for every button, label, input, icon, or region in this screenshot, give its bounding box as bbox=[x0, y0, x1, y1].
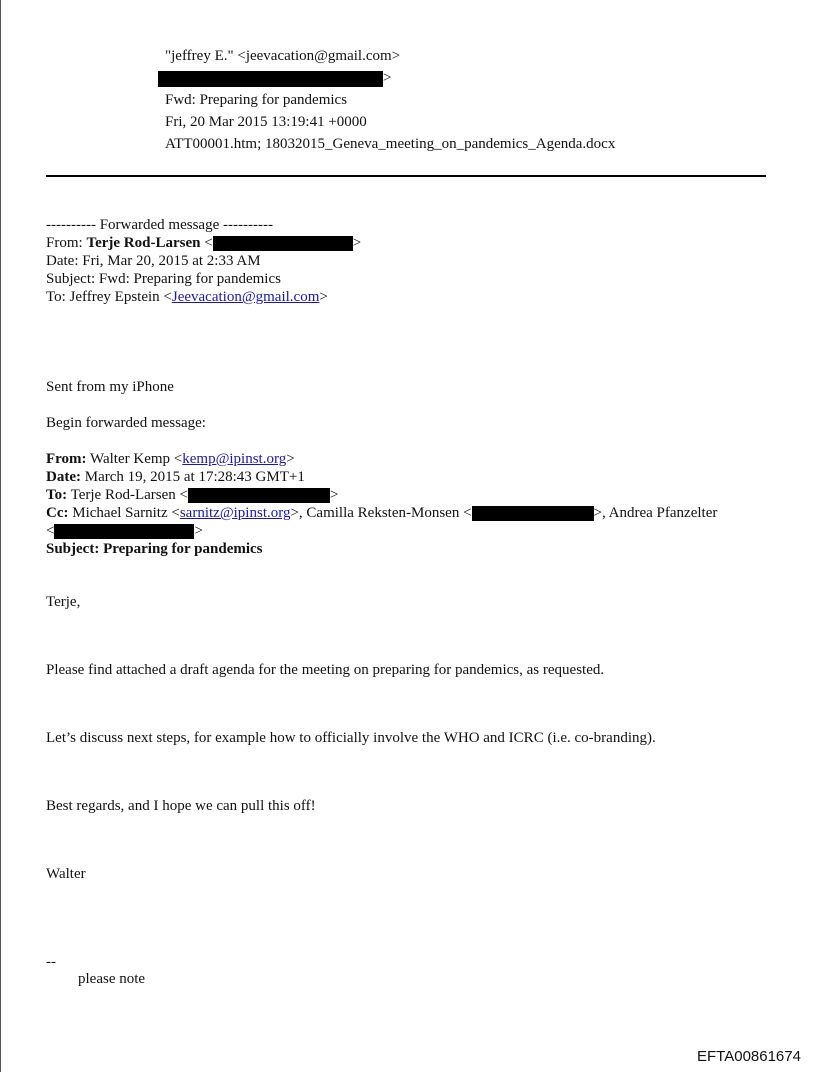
forward2-to-label: To: bbox=[46, 487, 68, 503]
header-to-suffix: > bbox=[383, 70, 392, 86]
forward1-from-name: Terje Rod-Larsen bbox=[86, 235, 201, 251]
body-paragraph-1: Please find attached a draft agenda for the meeting on preparing for pandemics, as requested. bbox=[46, 662, 605, 678]
forward1-to-prefix: To: Jeffrey Epstein < bbox=[46, 289, 172, 305]
forward2-cc-line bbox=[46, 504, 717, 522]
forward2-subject-line: Subject: Preparing for pandemics bbox=[46, 541, 263, 557]
forward2-from-label: From: bbox=[46, 451, 87, 467]
body-signoff: Walter bbox=[46, 866, 86, 882]
forward2-cc-email-link[interactable]: sarnitz@ipinst.org bbox=[179, 505, 291, 521]
body-greeting: Terje, bbox=[46, 594, 81, 610]
forward2-to-line bbox=[46, 486, 338, 504]
forward2-to-text: Terje Rod-Larsen < bbox=[67, 487, 188, 503]
header-subject-value: Fwd: Preparing for pandemics bbox=[165, 92, 348, 108]
forward2-cc-line2-open: < bbox=[46, 523, 55, 539]
forward1-from-close: > bbox=[352, 235, 362, 251]
forward2-cc-text2: >, Camilla Reksten-Monsen < bbox=[290, 505, 472, 521]
forward1-from-line bbox=[46, 234, 361, 252]
forward2-date-line bbox=[46, 468, 305, 486]
forward2-cc-label: Cc: bbox=[46, 505, 69, 521]
redaction-box bbox=[158, 71, 383, 87]
header-divider bbox=[46, 175, 766, 177]
forward-divider: ---------- Forwarded message ---------- bbox=[46, 217, 273, 233]
forward2-cc-text1: Michael Sarnitz < bbox=[68, 505, 180, 521]
page-left-border bbox=[0, 0, 1, 1072]
document-id: EFTA00861674 bbox=[697, 1048, 801, 1065]
header-attachments-value: ATT00001.htm; 18032015_Geneva_meeting_on_pandemics_Agenda.docx bbox=[165, 136, 616, 152]
forward1-to-line bbox=[46, 288, 328, 306]
forward1-from-open: < bbox=[200, 235, 213, 251]
forward2-from-email-link[interactable]: kemp@ipinst.org bbox=[182, 451, 287, 467]
forward1-to-email-link[interactable]: Jeevacation@gmail.com bbox=[171, 289, 320, 305]
forward2-date-text: March 19, 2015 at 17:28:43 GMT+1 bbox=[80, 469, 305, 485]
forward1-subject-line: Subject: Fwd: Preparing for pandemics bbox=[46, 271, 281, 287]
forward2-cc-line2-close: > bbox=[194, 523, 203, 539]
forward1-from-prefix: From: bbox=[46, 235, 87, 251]
forward2-from-suffix: > bbox=[286, 451, 295, 467]
forward2-cc-text3: >, Andrea Pfanzelter bbox=[593, 505, 718, 521]
sent-from-line: Sent from my iPhone bbox=[46, 379, 174, 395]
forward1-date-line: Date: Fri, Mar 20, 2015 at 2:33 AM bbox=[46, 253, 261, 269]
forward2-from-line bbox=[46, 450, 295, 468]
body-paragraph-2: Let’s discuss next steps, for example how to officially involve the WHO and ICRC (i.e. co-branding). bbox=[46, 730, 656, 746]
header-date-value: Fri, 20 Mar 2015 13:19:41 +0000 bbox=[165, 114, 367, 130]
header-from-value: "jeffrey E." <jeevacation@gmail.com> bbox=[165, 48, 401, 64]
forward2-cc-line2 bbox=[46, 522, 203, 540]
redaction-box bbox=[188, 488, 330, 503]
body-paragraph-3: Best regards, and I hope we can pull this off! bbox=[46, 798, 316, 814]
forward2-date-label: Date: bbox=[46, 469, 81, 485]
signature-note: please note bbox=[78, 971, 146, 987]
begin-forwarded-line: Begin forwarded message: bbox=[46, 415, 206, 431]
forward2-to-suffix: > bbox=[329, 487, 339, 503]
signature-dashes: -- bbox=[46, 954, 56, 970]
redaction-box bbox=[213, 236, 353, 251]
redaction-box bbox=[472, 506, 594, 521]
header-to-value bbox=[158, 68, 391, 88]
redaction-box bbox=[54, 524, 194, 539]
forward2-from-text: Walter Kemp < bbox=[86, 451, 183, 467]
forward1-to-suffix: > bbox=[319, 289, 328, 305]
